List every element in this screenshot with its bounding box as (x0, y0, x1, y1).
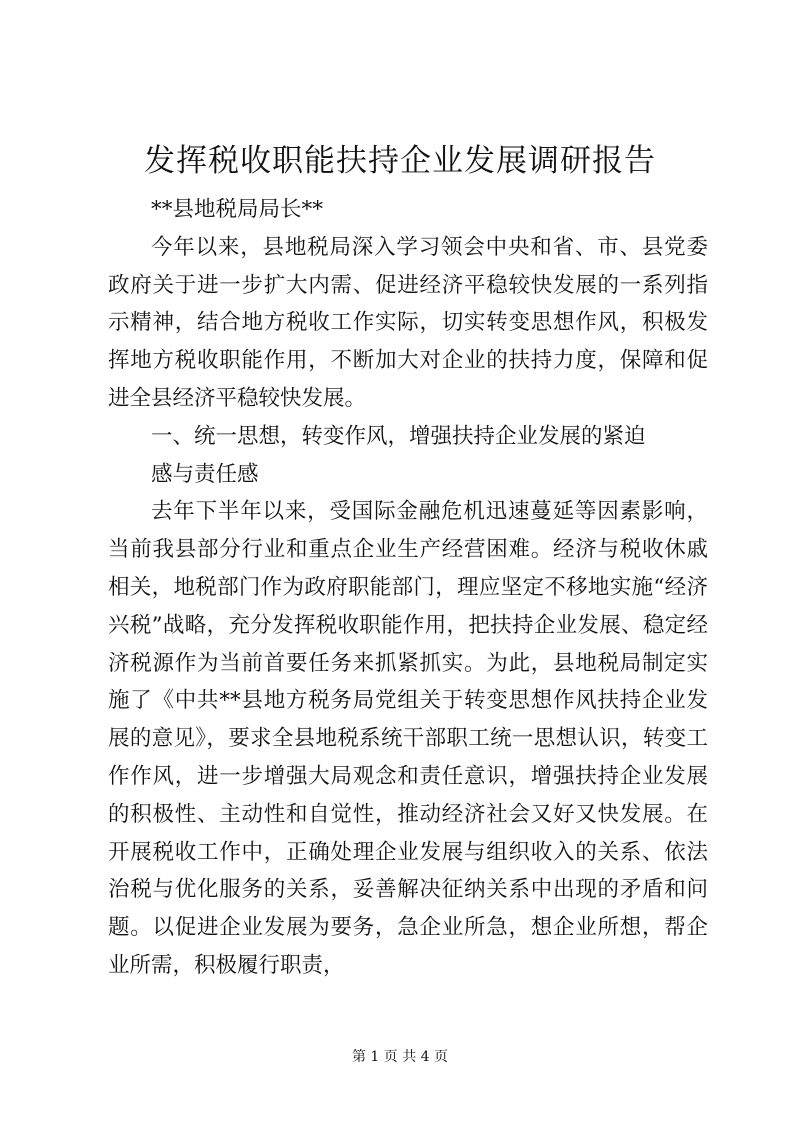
section-heading-line2: 感与责任感 (151, 461, 259, 487)
document-body (108, 191, 708, 985)
author-line: **县地税局局长** (151, 197, 324, 222)
document-title: 发挥税收职能扶持企业发展调研报告 (144, 143, 656, 179)
section-heading-line1: 一、统一思想，转变作风，增强扶持企业发展的紧迫 (151, 423, 646, 449)
paragraph-body: 去年下半年以来，受国际金融危机迅速蔓延等因素影响，当前我县部分行业和重点企业生产经营困难。经济与税收休戚相关，地税部门作为政府职能部门，理应坚定不移地实施“经济兴税”战略，充分发挥税收职能作用，把扶持企业发展、稳定经济税源作为当前首要任务来抓紧抓实。为此，县地税局制定实施了《中共**县地方税务局党组关于转变思想作风扶持企业发展的意见》，要求全县地税系统干部职工统一思想认识，转变工作作风，进一步增强大局观念和责任意识，增强扶持企业发展的积极性、主动性和自觉性，推动经济社会又好又快发展。在开展税收工作中，正确处理企业发展与组织收入的关系、依法治税与优化服务的关系，妥善解决征纳关系中出现的矛盾和问题。以促进企业发展为要务，急企业所急，想企业所想，帮企业所需，积极履行职责， (108, 499, 708, 978)
paragraph-intro: 今年以来，县地税局深入学习领会中央和省、市、县党委政府关于进一步扩大内需、促进经济平稳较快发展的一系列指示精神，结合地方税收工作实际，切实转变思想作风，积极发挥地方税收职能作用，不断加大对企业的扶持力度，保障和促进全县经济平稳较快发展。 (108, 234, 708, 411)
page-number-footer: 第 1 页 共 4 页 (351, 1049, 449, 1065)
